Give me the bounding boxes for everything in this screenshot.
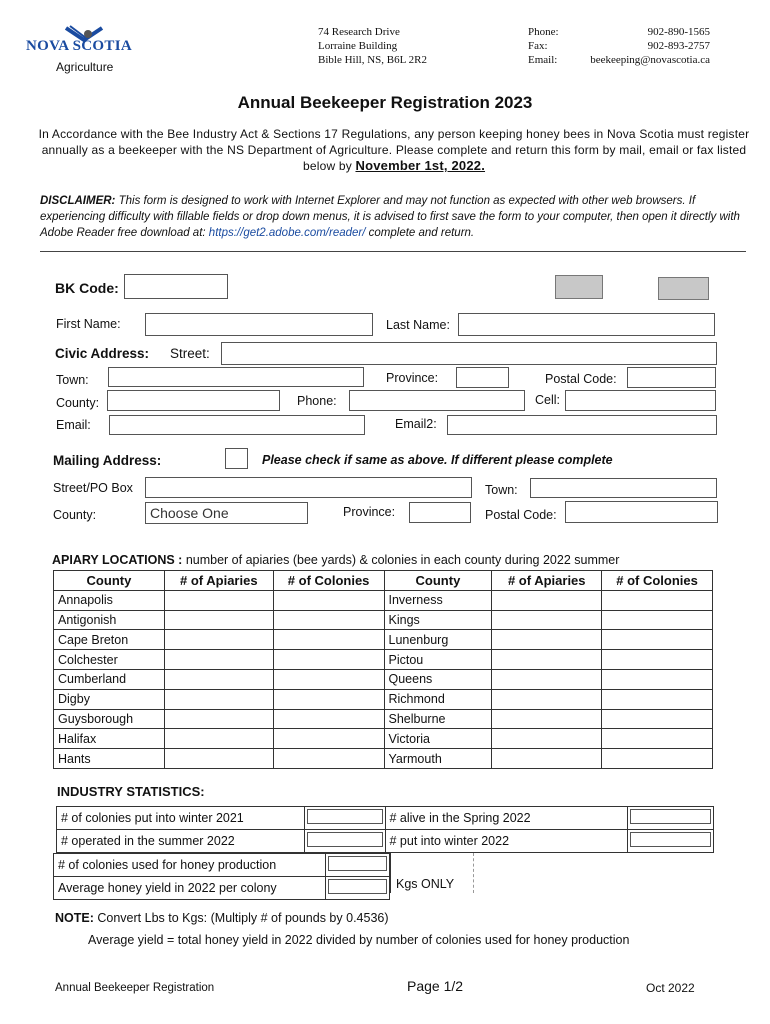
stat-label: # of colonies put into winter 2021 (57, 807, 305, 830)
email-label: Email: (56, 418, 91, 432)
stats-title: INDUSTRY STATISTICS: (57, 784, 205, 799)
apiaries-input[interactable] (164, 650, 273, 670)
apiary-row (54, 590, 713, 610)
stat-label: # alive in the Spring 2022 (385, 807, 628, 830)
colonies-input[interactable] (273, 709, 384, 729)
mailing-address-label: Mailing Address: (53, 453, 162, 468)
colonies-input[interactable] (602, 610, 713, 630)
apiary-row (54, 749, 713, 769)
mailing-note: Please check if same as above. If different please complete (262, 453, 613, 467)
honey-label: # of colonies used for honey production (54, 854, 326, 877)
bk-code-input[interactable] (124, 274, 228, 299)
civic-address-label: Civic Address: (55, 346, 150, 361)
county-name: Victoria (384, 729, 492, 749)
county-name: Kings (384, 610, 492, 630)
email2-input[interactable] (447, 415, 717, 435)
county-name: Cape Breton (54, 630, 165, 650)
page-title: Annual Beekeeper Registration 2023 (237, 93, 533, 112)
apiaries-input[interactable] (492, 749, 602, 769)
cell-input[interactable] (565, 390, 716, 411)
email-label: Email: (528, 54, 558, 66)
mailing-street-input[interactable] (145, 477, 472, 498)
colonies-input[interactable] (273, 729, 384, 749)
col-apiaries-2: # of Apiaries (492, 571, 602, 591)
apiaries-input[interactable] (164, 590, 273, 610)
address-line: Lorraine Building (318, 40, 398, 52)
first-name-input[interactable] (145, 313, 373, 336)
apiary-row (54, 689, 713, 709)
stats-table (56, 806, 714, 853)
apiaries-input[interactable] (492, 630, 602, 650)
apiaries-input[interactable] (164, 630, 273, 650)
disclaimer-text: This form is designed to work with Internet Explorer and may not function as expected with other web browsers. If experiencing difficulty with fillable fields or drop down menus, it is advised to first save the form to your computer, then open it directly with Adobe Reader free download at: (40, 195, 740, 239)
email-input[interactable] (109, 415, 365, 435)
mailing-province-input[interactable] (409, 502, 471, 523)
deadline: November 1st, 2022. (355, 158, 486, 173)
county-name: Pictou (384, 650, 492, 670)
colonies-input[interactable] (273, 610, 384, 630)
phone-input[interactable] (349, 390, 525, 411)
apiaries-input[interactable] (164, 689, 273, 709)
county-name: Inverness (384, 590, 492, 610)
stat-input[interactable] (628, 830, 714, 853)
gray-button-2[interactable] (658, 277, 709, 300)
apiaries-input[interactable] (164, 669, 273, 689)
honey-table (53, 853, 390, 900)
town-input[interactable] (108, 367, 364, 387)
first-name-label: First Name: (56, 317, 121, 331)
county-name: Halifax (54, 729, 165, 749)
disclaimer-tail: complete and return. (368, 227, 475, 239)
divider (40, 251, 746, 252)
county-name: Yarmouth (384, 749, 492, 769)
county-name: Shelburne (384, 709, 492, 729)
address-line: 74 Research Drive (318, 26, 400, 38)
county-name: Antigonish (54, 610, 165, 630)
postal-code-label: Postal Code: (545, 372, 617, 386)
gray-button-1[interactable] (555, 275, 603, 299)
last-name-input[interactable] (458, 313, 715, 336)
apiary-subtitle: number of apiaries (bee yards) & colonies in each county during 2022 summer (185, 553, 620, 567)
county-name: Colchester (54, 650, 165, 670)
colonies-input[interactable] (273, 650, 384, 670)
email-value[interactable]: beekeeping@novascotia.ca (590, 54, 710, 66)
footer-date: Oct 2022 (646, 981, 695, 995)
col-county-2: County (384, 571, 492, 591)
county-name: Hants (54, 749, 165, 769)
disclaimer-label: DISCLAIMER: (40, 195, 116, 207)
apiaries-input[interactable] (492, 590, 602, 610)
apiary-row (54, 669, 713, 689)
mailing-county-select[interactable]: Choose One (145, 502, 308, 524)
email2-label: Email2: (395, 417, 437, 431)
colonies-input[interactable] (602, 749, 713, 769)
apiaries-input[interactable] (492, 669, 602, 689)
stat-input[interactable] (304, 830, 385, 853)
cell-label: Cell: (535, 393, 561, 407)
last-name-label: Last Name: (386, 318, 450, 332)
street-input[interactable] (221, 342, 717, 365)
mailing-town-label: Town: (485, 483, 518, 497)
avg-yield-note: Average yield = total honey yield in 2022 divided by number of colonies used for honey production (88, 933, 630, 947)
col-apiaries: # of Apiaries (164, 571, 273, 591)
col-colonies: # of Colonies (273, 571, 384, 591)
county-name: Lunenburg (384, 630, 492, 650)
apiary-row (54, 610, 713, 630)
contact-values (590, 25, 710, 67)
stat-label: # operated in the summer 2022 (57, 830, 305, 853)
apiaries-input[interactable] (164, 709, 273, 729)
colonies-input[interactable] (602, 630, 713, 650)
note-text: Convert Lbs to Kgs: (Multiply # of pounds by 0.4536) (97, 911, 389, 925)
same-as-above-checkbox[interactable] (225, 448, 248, 469)
phone-label: Phone: (528, 26, 559, 38)
note (55, 911, 389, 925)
apiary-row (54, 709, 713, 729)
bk-code-label: BK Code: (55, 280, 119, 296)
colonies-input[interactable] (602, 729, 713, 749)
phone-value: 902-890-1565 (647, 26, 710, 38)
disclaimer (40, 193, 752, 241)
dept-name: Agriculture (56, 60, 114, 74)
colonies-input[interactable] (273, 590, 384, 610)
fax-value: 902-893-2757 (647, 40, 710, 52)
county-name: Annapolis (54, 590, 165, 610)
apiaries-input[interactable] (492, 729, 602, 749)
town-label: Town: (56, 373, 89, 387)
honey-row (54, 854, 390, 877)
apiary-row (54, 650, 713, 670)
colonies-input[interactable] (273, 630, 384, 650)
apiaries-input[interactable] (492, 650, 602, 670)
apiary-row (54, 630, 713, 650)
apiaries-input[interactable] (164, 729, 273, 749)
stat-label: # put into winter 2022 (385, 830, 628, 853)
intro-body: In Accordance with the Bee Industry Act & Sections 17 Regulations, any person keeping honey bees in Nova Scotia must register annually as a beekeeper with the NS Department of Agriculture. Please complete and return this form by mail, email or fax listed below by (38, 127, 750, 173)
kgs-only-label: Kgs ONLY (396, 877, 455, 891)
county-label: County: (56, 396, 100, 410)
note-label: NOTE: (55, 911, 94, 925)
mailing-postal-label: Postal Code: (485, 508, 557, 522)
col-county: County (54, 571, 165, 591)
stats-row (57, 830, 714, 853)
apiaries-input[interactable] (164, 610, 273, 630)
stat-input[interactable] (628, 807, 714, 830)
mailing-county-label: County: (53, 508, 97, 522)
apiary-header-row (54, 571, 713, 591)
mailing-postal-input[interactable] (565, 501, 718, 523)
honey-input[interactable] (326, 854, 390, 877)
honey-input[interactable] (326, 877, 390, 900)
apiaries-input[interactable] (164, 749, 273, 769)
page-number: Page 1/2 (407, 978, 464, 994)
apiary-row (54, 729, 713, 749)
stats-row (57, 807, 714, 830)
colonies-input[interactable] (602, 709, 713, 729)
colonies-input[interactable] (273, 689, 384, 709)
apiaries-input[interactable] (492, 709, 602, 729)
footer-left: Annual Beekeeper Registration (55, 982, 215, 994)
intro-text (38, 126, 750, 174)
honey-label: Average honey yield in 2022 per colony (54, 877, 326, 900)
colonies-input[interactable] (602, 689, 713, 709)
apiary-table (53, 570, 713, 769)
province-input[interactable] (456, 367, 509, 388)
apiaries-input[interactable] (492, 610, 602, 630)
apiary-title (52, 553, 619, 567)
colonies-input[interactable] (602, 590, 713, 610)
address-block (318, 25, 427, 67)
street-label: Street: (170, 346, 210, 361)
county-name: Queens (384, 669, 492, 689)
nova-scotia-logo (26, 24, 152, 74)
org-name: NOVA SCOTIA (26, 38, 132, 54)
fax-label: Fax: (528, 40, 548, 52)
mailing-town-input[interactable] (530, 478, 717, 498)
colonies-input[interactable] (273, 749, 384, 769)
apiary-title-bold: APIARY LOCATIONS : (52, 553, 183, 567)
county-name: Richmond (384, 689, 492, 709)
contact-labels (528, 25, 559, 67)
colonies-input[interactable] (602, 650, 713, 670)
mailing-street-label: Street/PO Box (53, 481, 133, 495)
county-name: Digby (54, 689, 165, 709)
address-line: Bible Hill, NS, B6L 2R2 (318, 54, 427, 66)
county-name: Cumberland (54, 669, 165, 689)
phone-label: Phone: (297, 394, 337, 408)
colonies-input[interactable] (602, 669, 713, 689)
apiaries-input[interactable] (492, 689, 602, 709)
county-name: Guysborough (54, 709, 165, 729)
postal-code-input[interactable] (627, 367, 716, 388)
col-colonies-2: # of Colonies (602, 571, 713, 591)
adobe-link[interactable]: https://get2.adobe.com/reader/ (208, 227, 366, 239)
colonies-input[interactable] (273, 669, 384, 689)
county-input[interactable] (107, 390, 280, 411)
honey-row (54, 877, 390, 900)
stat-input[interactable] (304, 807, 385, 830)
mailing-province-label: Province: (343, 505, 396, 519)
province-label: Province: (386, 371, 439, 385)
